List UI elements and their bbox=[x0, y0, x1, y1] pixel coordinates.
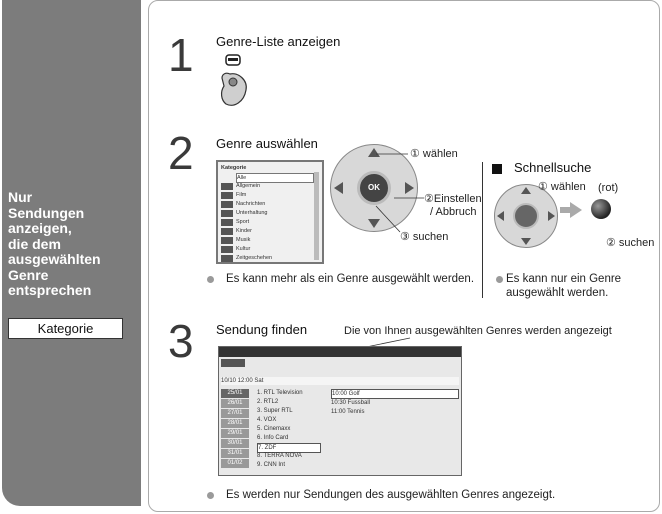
bullet-icon bbox=[207, 492, 214, 499]
channel-row[interactable]: 9. CNN Int bbox=[257, 462, 286, 468]
sidebar-title-line: Sendungen bbox=[8, 204, 85, 221]
quick-search-label: ② suchen bbox=[606, 237, 655, 249]
sidebar-title-line: ausgewählten bbox=[8, 251, 101, 267]
day-cell[interactable]: 29/01 bbox=[221, 429, 249, 438]
square-bullet-icon bbox=[492, 164, 502, 174]
day-cell[interactable]: 28/01 bbox=[221, 419, 249, 428]
day-cell[interactable]: 01/02 bbox=[221, 459, 249, 468]
step-3-note: Es werden nur Sendungen des ausgewählten Genres angezeigt. bbox=[226, 489, 556, 501]
channel-row[interactable]: 3. Super RTL bbox=[257, 408, 293, 414]
genre-list-screen bbox=[216, 160, 324, 264]
genre-icon bbox=[221, 183, 233, 190]
set-label: ②Einstellen bbox=[424, 193, 482, 205]
hand-pressing-button-icon bbox=[218, 52, 258, 114]
step-2-note: Es kann mehr als ein Genre ausgewählt werden. bbox=[226, 273, 475, 285]
step-3-number: 3 bbox=[168, 315, 194, 367]
sidebar-title-line: Nur bbox=[8, 189, 33, 205]
channel-row[interactable]: 1. RTL Television bbox=[257, 390, 303, 396]
genre-icon bbox=[221, 255, 233, 262]
channel-row-selected[interactable]: 7. ZDF bbox=[257, 443, 321, 453]
quick-search-title: Schnellsuche bbox=[514, 160, 592, 175]
genre-icon bbox=[221, 237, 233, 244]
genre-item: Sport bbox=[236, 219, 250, 225]
day-cell[interactable]: 26/01 bbox=[221, 399, 249, 408]
day-cell[interactable]: 25/01 bbox=[221, 389, 249, 398]
channel-row[interactable]: 8. TERRA NOVA bbox=[257, 453, 302, 459]
sidebar-title-line: entsprechen bbox=[8, 282, 92, 298]
genre-item: Allgemein bbox=[236, 183, 261, 189]
genre-item: Film bbox=[236, 192, 247, 198]
step-2-heading: Genre auswählen bbox=[216, 136, 318, 151]
genre-icon bbox=[221, 192, 233, 199]
quick-select-label: ① wählen bbox=[538, 181, 586, 193]
genre-list-title: Kategorie bbox=[221, 165, 247, 171]
genre-annotation: Die von Ihnen ausgewählten Genres werden angezeigt bbox=[344, 325, 612, 337]
cancel-label: / Abbruch bbox=[430, 206, 477, 218]
genre-icon bbox=[221, 201, 233, 208]
channel-row[interactable]: 4. VOX bbox=[257, 417, 277, 423]
quick-search-note: Es kann nur ein Genre ausgewählt werden. bbox=[506, 273, 622, 299]
select-label: ① wählen bbox=[410, 148, 458, 160]
genre-icon bbox=[221, 228, 233, 235]
channel-row[interactable]: 5. Cinemaxx bbox=[257, 426, 291, 432]
genre-item: Alle bbox=[236, 173, 314, 183]
red-label: (rot) bbox=[598, 182, 619, 194]
search-label: ③ suchen bbox=[400, 231, 449, 243]
bullet-icon bbox=[496, 276, 503, 283]
bullet-icon bbox=[207, 276, 214, 283]
genre-item: Kultur bbox=[236, 246, 251, 252]
genre-icon bbox=[221, 210, 233, 217]
step-1-heading: Genre-Liste anzeigen bbox=[216, 34, 341, 49]
genre-item: Musik bbox=[236, 237, 251, 243]
sidebar-title bbox=[8, 190, 138, 299]
day-cell[interactable]: 31/01 bbox=[221, 449, 249, 458]
genre-item: Kinder bbox=[236, 228, 252, 234]
step-3-heading: Sendung finden bbox=[216, 322, 308, 337]
genre-icon bbox=[221, 246, 233, 253]
genre-scrollbar bbox=[314, 172, 319, 260]
channel-row[interactable]: 6. Info Card bbox=[257, 435, 289, 441]
sidebar-title-line: die dem bbox=[8, 235, 61, 252]
divider bbox=[482, 162, 483, 298]
ok-button[interactable]: OK bbox=[357, 171, 391, 205]
event-row[interactable]: 10:30 Fussball bbox=[331, 400, 371, 406]
red-button[interactable] bbox=[591, 199, 611, 219]
channel-row[interactable]: 2. RTL2 bbox=[257, 399, 279, 405]
genre-item: Zeitgeschehen bbox=[236, 255, 273, 261]
kategorie-button[interactable]: Kategorie bbox=[8, 318, 123, 339]
sidebar-title-line: anzeigen, bbox=[8, 220, 72, 236]
genre-icon bbox=[221, 219, 233, 226]
event-row-selected[interactable]: 10:00 Golf bbox=[331, 389, 459, 399]
guide-icon bbox=[221, 359, 245, 367]
programme-guide-header bbox=[219, 347, 461, 357]
date-row: 10/10 12:00 Sat bbox=[221, 377, 459, 385]
genre-item: Nachrichten bbox=[236, 201, 266, 207]
programme-guide-screen bbox=[218, 346, 462, 476]
step-1-number: 1 bbox=[168, 29, 194, 81]
event-row[interactable]: 11:00 Tennis bbox=[331, 409, 365, 415]
genre-item: Unterhaltung bbox=[236, 210, 268, 216]
day-cell[interactable]: 27/01 bbox=[221, 409, 249, 418]
day-cell[interactable]: 30/01 bbox=[221, 439, 249, 448]
step-2-number: 2 bbox=[168, 127, 194, 179]
quick-dpad-arrows-icon bbox=[494, 184, 558, 248]
sidebar-title-line: Genre bbox=[8, 266, 49, 283]
arrow-right-icon bbox=[560, 200, 584, 220]
